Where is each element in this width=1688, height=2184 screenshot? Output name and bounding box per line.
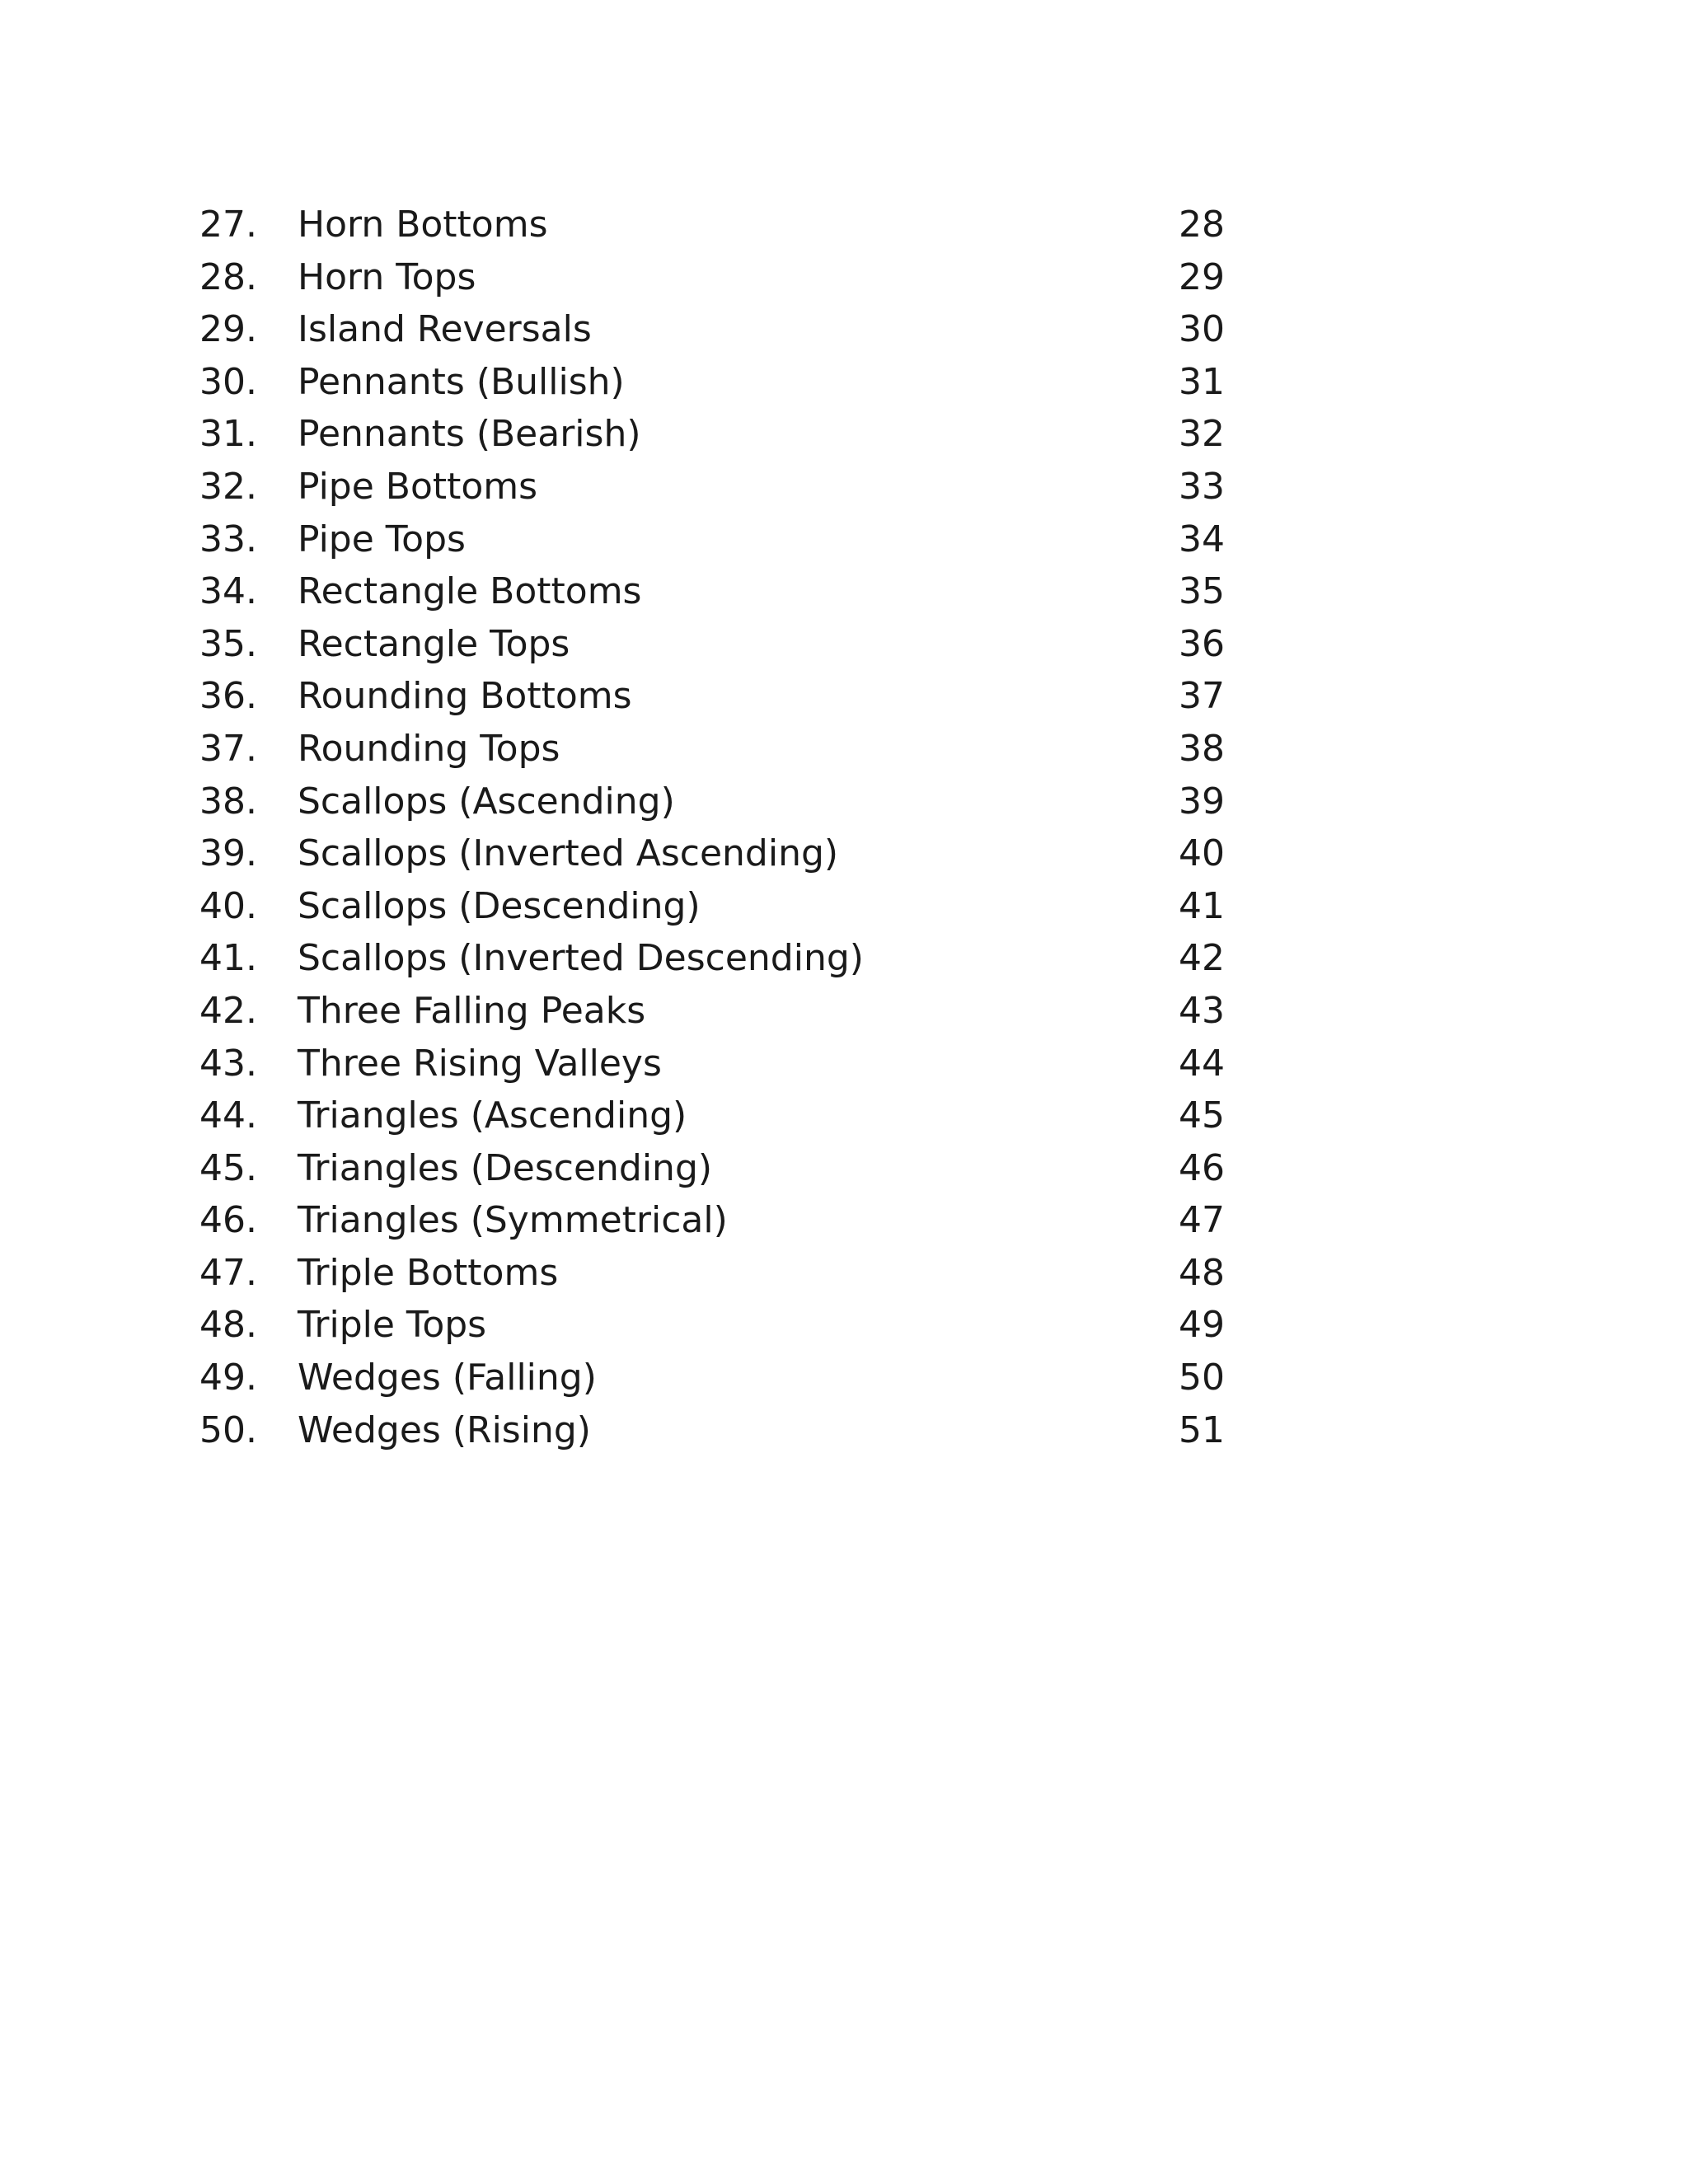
toc-entry-title: Rounding Tops [298, 727, 560, 770]
toc-entry [0, 1090, 1688, 1142]
toc-entry-title: Triple Bottoms [298, 1251, 559, 1294]
toc-entry-title: Pipe Tops [298, 518, 466, 560]
toc-entry [0, 565, 1688, 618]
toc-entry [0, 1194, 1688, 1247]
toc-entry-title: Horn Bottoms [298, 204, 548, 246]
toc-entry [0, 618, 1688, 671]
toc-entry-title: Island Reversals [298, 308, 592, 351]
toc-entry-page-number: 32 [1179, 413, 1225, 456]
toc-entry-page-number: 43 [1179, 989, 1225, 1032]
toc-entry-title: Pennants (Bearish) [298, 413, 641, 456]
toc-entry-page-number: 36 [1179, 622, 1225, 665]
toc-entry-number: 27. [199, 204, 257, 246]
toc-entry-number: 44. [199, 1094, 257, 1137]
toc-entry-title: Three Rising Valleys [298, 1042, 662, 1085]
toc-entry-number: 28. [199, 255, 257, 298]
toc-entry-page-number: 31 [1179, 360, 1225, 403]
toc-entry [0, 1247, 1688, 1300]
toc-entry-title: Pennants (Bullish) [298, 360, 625, 403]
toc-entry-number: 29. [199, 308, 257, 351]
toc-entry-title: Scallops (Inverted Descending) [298, 937, 864, 980]
toc-entry-number: 33. [199, 518, 257, 560]
toc-entry [0, 461, 1688, 513]
toc-entry [0, 827, 1688, 880]
toc-entry-number: 32. [199, 465, 257, 508]
toc-entry-page-number: 34 [1179, 518, 1225, 560]
toc-entry-title: Three Falling Peaks [298, 989, 646, 1032]
toc-entry-number: 48. [199, 1304, 257, 1347]
toc-entry-title: Pipe Bottoms [298, 465, 538, 508]
toc-entry-title: Scallops (Inverted Ascending) [298, 832, 839, 875]
toc-entry [0, 251, 1688, 304]
toc-entry [0, 199, 1688, 251]
toc-entry-page-number: 49 [1179, 1304, 1225, 1347]
toc-entry [0, 985, 1688, 1038]
toc-entry-number: 36. [199, 675, 257, 718]
toc-entry-title: Rounding Bottoms [298, 675, 632, 718]
toc-entry [0, 1352, 1688, 1404]
toc-entry [0, 1299, 1688, 1352]
toc-entry-page-number: 39 [1179, 780, 1225, 823]
toc-entry-title: Triangles (Ascending) [298, 1094, 687, 1137]
toc-entry-title: Triple Tops [298, 1304, 487, 1347]
toc-entry-page-number: 41 [1179, 884, 1225, 927]
toc-entry-number: 43. [199, 1042, 257, 1085]
toc-entry-title: Wedges (Falling) [298, 1357, 597, 1399]
toc-entry-page-number: 40 [1179, 832, 1225, 875]
toc-entry-number: 45. [199, 1146, 257, 1189]
toc-entry [0, 408, 1688, 461]
toc-entry-number: 37. [199, 727, 257, 770]
toc-entry-page-number: 50 [1179, 1357, 1225, 1399]
toc-entry-page-number: 30 [1179, 308, 1225, 351]
toc-entry [0, 670, 1688, 723]
toc-entry-page-number: 33 [1179, 465, 1225, 508]
toc-entry-number: 50. [199, 1408, 257, 1451]
toc-entry [0, 880, 1688, 933]
toc-entry-number: 40. [199, 884, 257, 927]
toc-entry [0, 1142, 1688, 1195]
toc-entry-title: Wedges (Rising) [298, 1408, 591, 1451]
toc-entry-page-number: 35 [1179, 570, 1225, 613]
toc-entry-page-number: 51 [1179, 1408, 1225, 1451]
table-of-contents [0, 199, 1688, 1456]
toc-entry [0, 1404, 1688, 1457]
toc-entry [0, 356, 1688, 409]
toc-entry-title: Rectangle Bottoms [298, 570, 642, 613]
toc-entry-title: Triangles (Descending) [298, 1146, 713, 1189]
toc-entry-number: 42. [199, 989, 257, 1032]
toc-entry-page-number: 38 [1179, 727, 1225, 770]
toc-entry-number: 47. [199, 1251, 257, 1294]
toc-entry-page-number: 44 [1179, 1042, 1225, 1085]
toc-entry-page-number: 42 [1179, 937, 1225, 980]
toc-entry-page-number: 28 [1179, 204, 1225, 246]
toc-entry-number: 49. [199, 1357, 257, 1399]
toc-entry-page-number: 47 [1179, 1199, 1225, 1242]
toc-entry [0, 776, 1688, 828]
toc-entry-number: 38. [199, 780, 257, 823]
toc-entry-title: Horn Tops [298, 255, 476, 298]
toc-entry [0, 303, 1688, 356]
toc-entry [0, 932, 1688, 985]
toc-entry-page-number: 29 [1179, 255, 1225, 298]
toc-entry-title: Scallops (Descending) [298, 884, 701, 927]
toc-entry-number: 46. [199, 1199, 257, 1242]
toc-entry-title: Rectangle Tops [298, 622, 570, 665]
toc-entry-number: 31. [199, 413, 257, 456]
toc-entry [0, 1038, 1688, 1090]
toc-entry-title: Triangles (Symmetrical) [298, 1199, 728, 1242]
toc-entry-page-number: 48 [1179, 1251, 1225, 1294]
toc-entry [0, 723, 1688, 776]
toc-entry-title: Scallops (Ascending) [298, 780, 675, 823]
toc-entry [0, 513, 1688, 566]
toc-entry-number: 39. [199, 832, 257, 875]
toc-entry-number: 30. [199, 360, 257, 403]
toc-entry-page-number: 37 [1179, 675, 1225, 718]
toc-entry-number: 35. [199, 622, 257, 665]
toc-entry-page-number: 45 [1179, 1094, 1225, 1137]
toc-entry-number: 41. [199, 937, 257, 980]
toc-entry-page-number: 46 [1179, 1146, 1225, 1189]
toc-entry-number: 34. [199, 570, 257, 613]
